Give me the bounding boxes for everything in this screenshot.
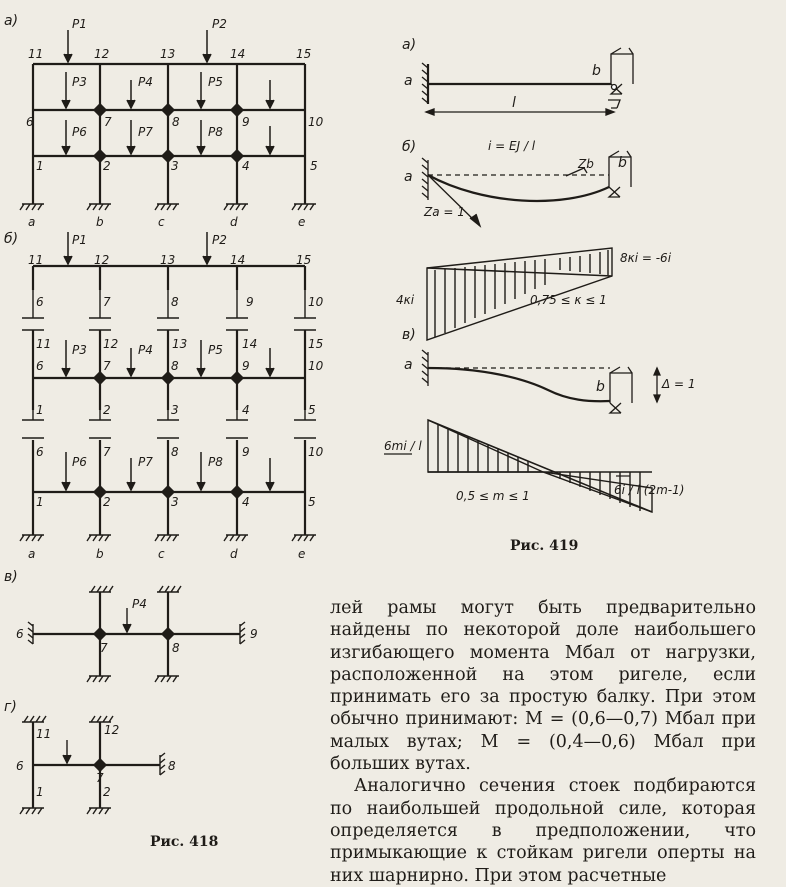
fig419-end-a-b: а bbox=[404, 169, 413, 185]
fig418-panel-v: в) bbox=[4, 569, 18, 585]
load-label-p2: P2 bbox=[212, 17, 227, 31]
node-7-g: 7 bbox=[96, 771, 104, 785]
node-6-b2: 6 bbox=[36, 359, 44, 373]
support-b-a: а bbox=[28, 547, 36, 561]
fig418-panel-g: г) bbox=[4, 699, 17, 715]
node-13-b: 13 bbox=[160, 253, 176, 267]
node-6: 6 bbox=[26, 115, 34, 129]
fig419-delta: Δ = 1 bbox=[662, 377, 696, 391]
node-10: 10 bbox=[308, 115, 324, 129]
node-14: 14 bbox=[230, 47, 246, 61]
fig419-length: l bbox=[512, 95, 516, 111]
node-15-b: 15 bbox=[296, 253, 312, 267]
fig419-caption: Рис. 419 bbox=[510, 538, 579, 554]
load-label-p5: P5 bbox=[208, 75, 223, 89]
support-a-e: е bbox=[298, 215, 306, 229]
load-label-p8: P8 bbox=[208, 125, 223, 139]
node-11: 11 bbox=[28, 47, 44, 61]
fig419-end-a: а bbox=[404, 73, 413, 89]
node-15: 15 bbox=[296, 47, 312, 61]
node-6-v: 6 bbox=[16, 627, 24, 641]
node-12-b: 12 bbox=[94, 253, 110, 267]
node-9-b3: 9 bbox=[242, 445, 250, 459]
paragraph-1: лей рамы могут быть предварительно найдены по некоторой доле наибольшего изгибающего момента Mбал от нагрузки, расположенной на этом ригеле, если принимать его за простую балку. При этом обычно принимают: M = (0,6—0,7) Mбал при малых вутах; M = (0,4—0,6) Mбал при больших вутах. bbox=[330, 598, 756, 775]
node-3: 3 bbox=[171, 159, 179, 173]
node-12-b2: 12 bbox=[103, 337, 119, 351]
node-4-b1: 4 bbox=[242, 403, 250, 417]
load-label-p5-b: P5 bbox=[208, 343, 223, 357]
fig418-caption: Рис. 418 bbox=[150, 834, 219, 850]
support-b-c: c bbox=[158, 547, 165, 561]
fig419-m-range: 0,5 ≤ m ≤ 1 bbox=[456, 489, 530, 503]
load-label-p7: P7 bbox=[138, 125, 153, 139]
node-13: 13 bbox=[160, 47, 176, 61]
node-8-b1: 8 bbox=[171, 295, 179, 309]
node-10-b2: 10 bbox=[308, 359, 324, 373]
load-label-p4: P4 bbox=[138, 75, 153, 89]
node-3-b1: 3 bbox=[171, 403, 179, 417]
load-label-p3-b: P3 bbox=[72, 343, 87, 357]
node-2-b2: 2 bbox=[103, 495, 111, 509]
node-12-g: 12 bbox=[104, 723, 120, 737]
load-label-p7-b: P7 bbox=[138, 455, 153, 469]
fig418-panel-a: а) bbox=[4, 13, 19, 29]
fig419-end-a-v: а bbox=[404, 357, 413, 373]
node-3-b2: 3 bbox=[171, 495, 179, 509]
node-8-g: 8 bbox=[168, 759, 176, 773]
load-label-p3: P3 bbox=[72, 75, 87, 89]
fig419-end-b-v: b bbox=[596, 379, 605, 395]
node-9-b1: 9 bbox=[246, 295, 254, 309]
fig419-end-b-b: b bbox=[618, 155, 627, 171]
support-b-d: d bbox=[230, 547, 238, 561]
support-b-b: b bbox=[96, 547, 104, 561]
node-1-g: 1 bbox=[36, 785, 44, 799]
node-8-v: 8 bbox=[172, 641, 180, 655]
load-label-p4-v: P4 bbox=[132, 597, 147, 611]
node-4: 4 bbox=[242, 159, 250, 173]
node-6-b3: 6 bbox=[36, 445, 44, 459]
node-12: 12 bbox=[94, 47, 110, 61]
body-text bbox=[330, 597, 756, 887]
fig419-za: Za = 1 bbox=[424, 205, 465, 219]
node-8-b2: 8 bbox=[171, 359, 179, 373]
fig418-panel-b: б) bbox=[4, 231, 19, 247]
node-9-b2: 9 bbox=[242, 359, 250, 373]
fig419-panel-a: а) bbox=[402, 37, 417, 53]
node-11-b: 11 bbox=[28, 253, 44, 267]
node-1-b2: 1 bbox=[36, 495, 44, 509]
node-10-b1: 10 bbox=[308, 295, 324, 309]
node-2: 2 bbox=[103, 159, 111, 173]
support-a-a: а bbox=[28, 215, 36, 229]
fig419-moment-left-v: 6mi / l bbox=[384, 439, 422, 453]
node-9: 9 bbox=[242, 115, 250, 129]
load-label-p6-b: P6 bbox=[72, 455, 87, 469]
node-2-g: 2 bbox=[103, 785, 111, 799]
support-b-e: е bbox=[298, 547, 306, 561]
node-6-b1: 6 bbox=[36, 295, 44, 309]
load-label-p1-b: P1 bbox=[72, 233, 87, 247]
node-11-g: 11 bbox=[36, 727, 52, 741]
fig419-moment-right-b: 8κi = -6i bbox=[620, 251, 672, 265]
node-7: 7 bbox=[104, 115, 112, 129]
support-a-d: d bbox=[230, 215, 238, 229]
load-label-p6: P6 bbox=[72, 125, 87, 139]
node-14-b: 14 bbox=[230, 253, 246, 267]
node-4-b2: 4 bbox=[242, 495, 250, 509]
node-7-v: 7 bbox=[100, 641, 108, 655]
node-14-b2: 14 bbox=[242, 337, 258, 351]
node-1-b1: 1 bbox=[36, 403, 44, 417]
node-5-b1: 5 bbox=[308, 403, 316, 417]
node-5: 5 bbox=[310, 159, 318, 173]
fig419-panel-v: в) bbox=[402, 327, 416, 343]
fig419-moment-right-v: 6i / l (2m-1) bbox=[614, 483, 685, 497]
fig419-panel-b: б) bbox=[402, 139, 417, 155]
node-2-b1: 2 bbox=[103, 403, 111, 417]
fig419-end-b: b bbox=[592, 63, 601, 79]
node-7-b1: 7 bbox=[103, 295, 111, 309]
node-1: 1 bbox=[36, 159, 44, 173]
paragraph-2: Аналогично сечения стоек подбираются по наибольшей продольной силе, которая определяется в предположении, что примыкающие к стойкам ригели оперты на них шарнирно. При этом расчетные bbox=[330, 776, 756, 886]
load-label-p4-b: P4 bbox=[138, 343, 153, 357]
node-7-b2: 7 bbox=[103, 359, 111, 373]
fig419-stiffness: i = EJ / l bbox=[488, 139, 536, 153]
fig419-moment-left-b: 4κi bbox=[396, 293, 415, 307]
fixed-supports-a bbox=[20, 204, 316, 210]
fig419-zb: Zb bbox=[578, 157, 594, 171]
fig419-kappa-range: 0,75 ≤ κ ≤ 1 bbox=[530, 293, 607, 307]
node-8: 8 bbox=[172, 115, 180, 129]
node-8-b3: 8 bbox=[171, 445, 179, 459]
support-a-c: c bbox=[158, 215, 165, 229]
load-label-p1: P1 bbox=[72, 17, 87, 31]
node-15-b2: 15 bbox=[308, 337, 324, 351]
support-a-b: b bbox=[96, 215, 104, 229]
node-5-b2: 5 bbox=[308, 495, 316, 509]
load-label-p8-b: P8 bbox=[208, 455, 223, 469]
node-9-v: 9 bbox=[250, 627, 258, 641]
node-11-b2: 11 bbox=[36, 337, 52, 351]
node-13-b2: 13 bbox=[172, 337, 188, 351]
node-10-b3: 10 bbox=[308, 445, 324, 459]
node-7-b3: 7 bbox=[103, 445, 111, 459]
node-6-g: 6 bbox=[16, 759, 24, 773]
load-label-p2-b: P2 bbox=[212, 233, 227, 247]
